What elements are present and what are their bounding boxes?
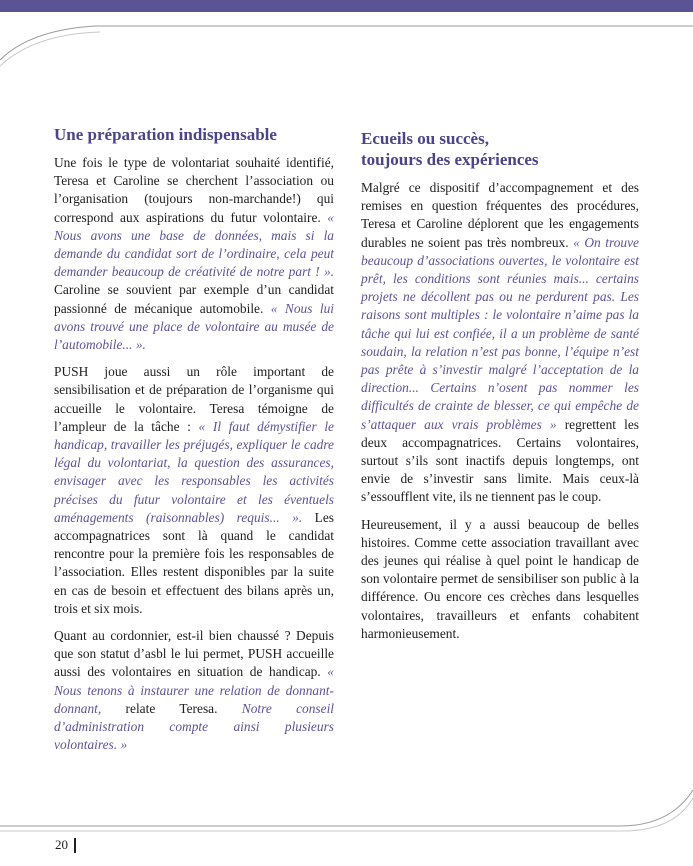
right-heading-line-1: Ecueils ou succès, — [361, 129, 489, 148]
top-color-band — [0, 0, 693, 12]
quote-text: « Nous lui avons trouvé une place de volontaire au musée de l’automobile... ». — [54, 300, 334, 353]
right-paragraph-1 — [361, 179, 639, 507]
top-curve — [0, 26, 693, 60]
left-paragraph-3 — [54, 627, 334, 754]
page-footer — [55, 837, 76, 853]
body-text: PUSH joue aussi un rôle important de sensibilisation et de préparation de l’organisme qui accueille le volontaire. Teresa témoigne de l’ampleur de la tâche : — [54, 364, 334, 434]
left-heading: Une préparation indispensable — [54, 125, 277, 144]
body-text: Une fois le type de volontariat souhaité identifié, Teresa et Caroline se cherchent l’association ou l’organisation (toujours non-marchande!) qui correspond aux aspirations du futur volontaire. — [54, 155, 334, 225]
body-text: Quant au cordonnier, est-il bien chaussé ? Depuis que son statut d’asbl le lui permet, PUSH accueille aussi des volontaires en situation de handicap. — [54, 628, 334, 680]
body-text: Malgré ce dispositif d’accompagnement et des remises en question fréquentes des procédures, Teresa et Caroline déplorent que les engagements durables ne soient pas très nombreux. — [361, 180, 639, 250]
right-column — [361, 128, 639, 652]
bottom-curve — [0, 790, 693, 826]
bottom-curve-inner — [0, 798, 693, 831]
body-text: Les accompagnatrices sont là quand le candidat rencontre pour la première fois les responsables de l’association. Elles restent disponibles par la suite en cas de besoin et effectuent des bilans après un, trois et six mois. — [54, 509, 334, 616]
body-text: Caroline se souvient par exemple d’un candidat passionné de mécanique automobile. — [54, 282, 334, 316]
body-text: relate Teresa. — [101, 700, 242, 716]
right-heading-line-2: toujours des expériences — [361, 150, 539, 169]
left-column — [54, 124, 334, 764]
right-heading — [361, 128, 639, 170]
quote-text: « Nous tenons à instaurer une relation de donnant-donnant, — [54, 664, 334, 716]
body-text: Heureusement, il y a aussi beaucoup de belles histoires. Comme cette association travaillant avec des jeunes qui réalise à quel point le handicap de son volontaire permet de sensibiliser son public à la différence. Ou encore ces crèches dans lesquelles volontaires, travailleurs et enfants cohabitent harmonieusement. — [361, 516, 639, 641]
body-text: regrettent les deux accompagnatrices. Certains volontaires, surtout s’ils sont inactifs depuis longtemps, ont envie de s’investir sans limite. Mais ceux-là s’essoufflent vite, ils ne tiennent pas le coup. — [361, 416, 639, 505]
left-paragraph-2 — [54, 363, 334, 618]
left-paragraph-1 — [54, 154, 334, 354]
quote-text: « Nous avons une base de données, mais si la demande du candidat sort de l’ordinaire, cela peut demander beaucoup de créativité de notre part ! ». — [54, 209, 334, 280]
quote-text: « Il faut démystifier le handicap, travailler les préjugés, expliquer le cadre légal du volontariat, la question des assurances, envisager avec les responsables les activités précises du futur volontaire et les éventuels aménagements (raisonnables) requis... ». — [54, 418, 334, 525]
right-paragraph-2 — [361, 516, 639, 643]
top-curve-inner — [0, 32, 100, 66]
quote-text: Notre conseil d’administration compte ainsi plusieurs volontaires. » — [54, 700, 335, 753]
page-number: 20 — [55, 837, 68, 852]
quote-text: « On trouve beaucoup d’associations ouvertes, le volontaire est prêt, les conditions sont réunies mais... certains projets ne décollent pas ou ne perdurent pas. Les raisons sont multiples : le volontaire n’aime pas la tâche qui lui est confiée, il a un problème de santé soudain, la relation n’est pas bonne, l’équipe n’est pas prête à s’investir malgré l’acceptation de la direction... Certains n’osent pas nommer les difficultés de crainte de blesser, ce qui empêche de s’attaquer aux vrais problèmes » — [361, 234, 639, 432]
page-number-bar — [74, 838, 76, 853]
